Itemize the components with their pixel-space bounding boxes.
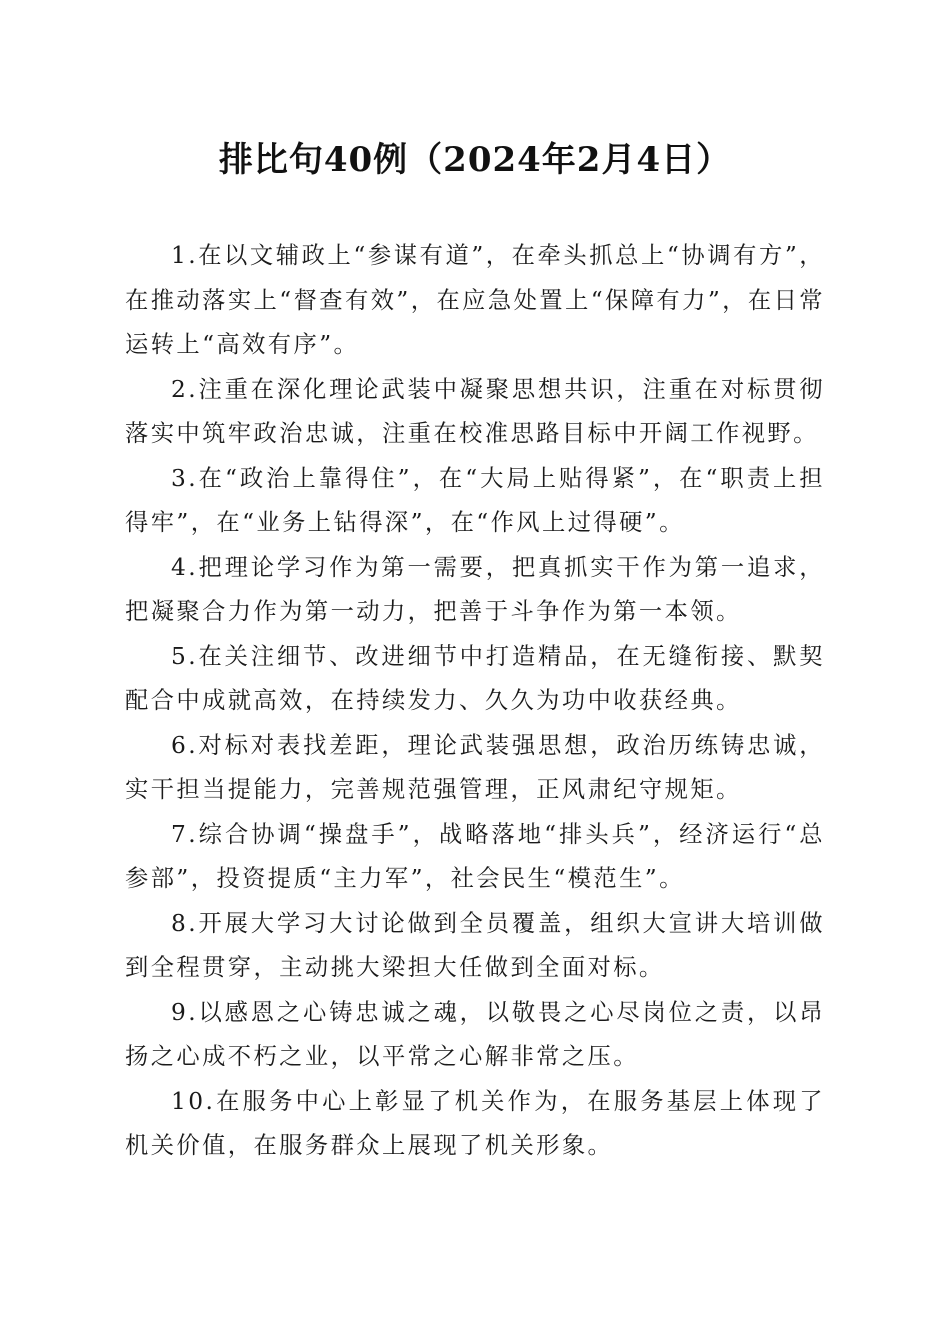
paragraph-4: 4.把理论学习作为第一需要，把真抓实干作为第一追求，把凝聚合力作为第一动力，把善于斗争作为第一本领。: [125, 553, 825, 625]
paragraph-2: 2.注重在深化理论武装中凝聚思想共识，注重在对标贯彻落实中筑牢政治忠诚，注重在校准思路目标中开阔工作视野。: [125, 375, 825, 447]
paragraph-7: 7.综合协调“操盘手”，战略落地“排头兵”，经济运行“总参部”，投资提质“主力军”，社会民生“模范生”。: [125, 820, 825, 892]
paragraph-8: 8.开展大学习大讨论做到全员覆盖，组织大宣讲大培训做到全程贯穿，主动挑大梁担大任做到全面对标。: [125, 909, 825, 981]
paragraph-5: 5.在关注细节、改进细节中打造精品，在无缝衔接、默契配合中成就高效，在持续发力、久久为功中收获经典。: [125, 642, 825, 714]
document-title: 排比句40例（2024年2月4日）: [218, 140, 732, 180]
paragraph-6: 6.对标对表找差距，理论武装强思想，政治历练铸忠诚，实干担当提能力，完善规范强管理，正风肃纪守规矩。: [125, 731, 825, 803]
paragraph-3: 3.在“政治上靠得住”，在“大局上贴得紧”，在“职责上担得牢”，在“业务上钻得深”，在“作风上过得硬”。: [125, 464, 825, 536]
document-body: [125, 234, 825, 1169]
paragraph-1: 1.在以文辅政上“参谋有道”，在牵头抓总上“协调有方”，在推动落实上“督查有效”，在应急处置上“保障有力”，在日常运转上“高效有序”。: [125, 242, 825, 358]
paragraph-9: 9.以感恩之心铸忠诚之魂，以敬畏之心尽岗位之责，以昂扬之心成不朽之业，以平常之心解非常之压。: [125, 998, 825, 1070]
paragraph-10: 10.在服务中心上彰显了机关作为，在服务基层上体现了机关价值，在服务群众上展现了机关形象。: [125, 1087, 825, 1159]
